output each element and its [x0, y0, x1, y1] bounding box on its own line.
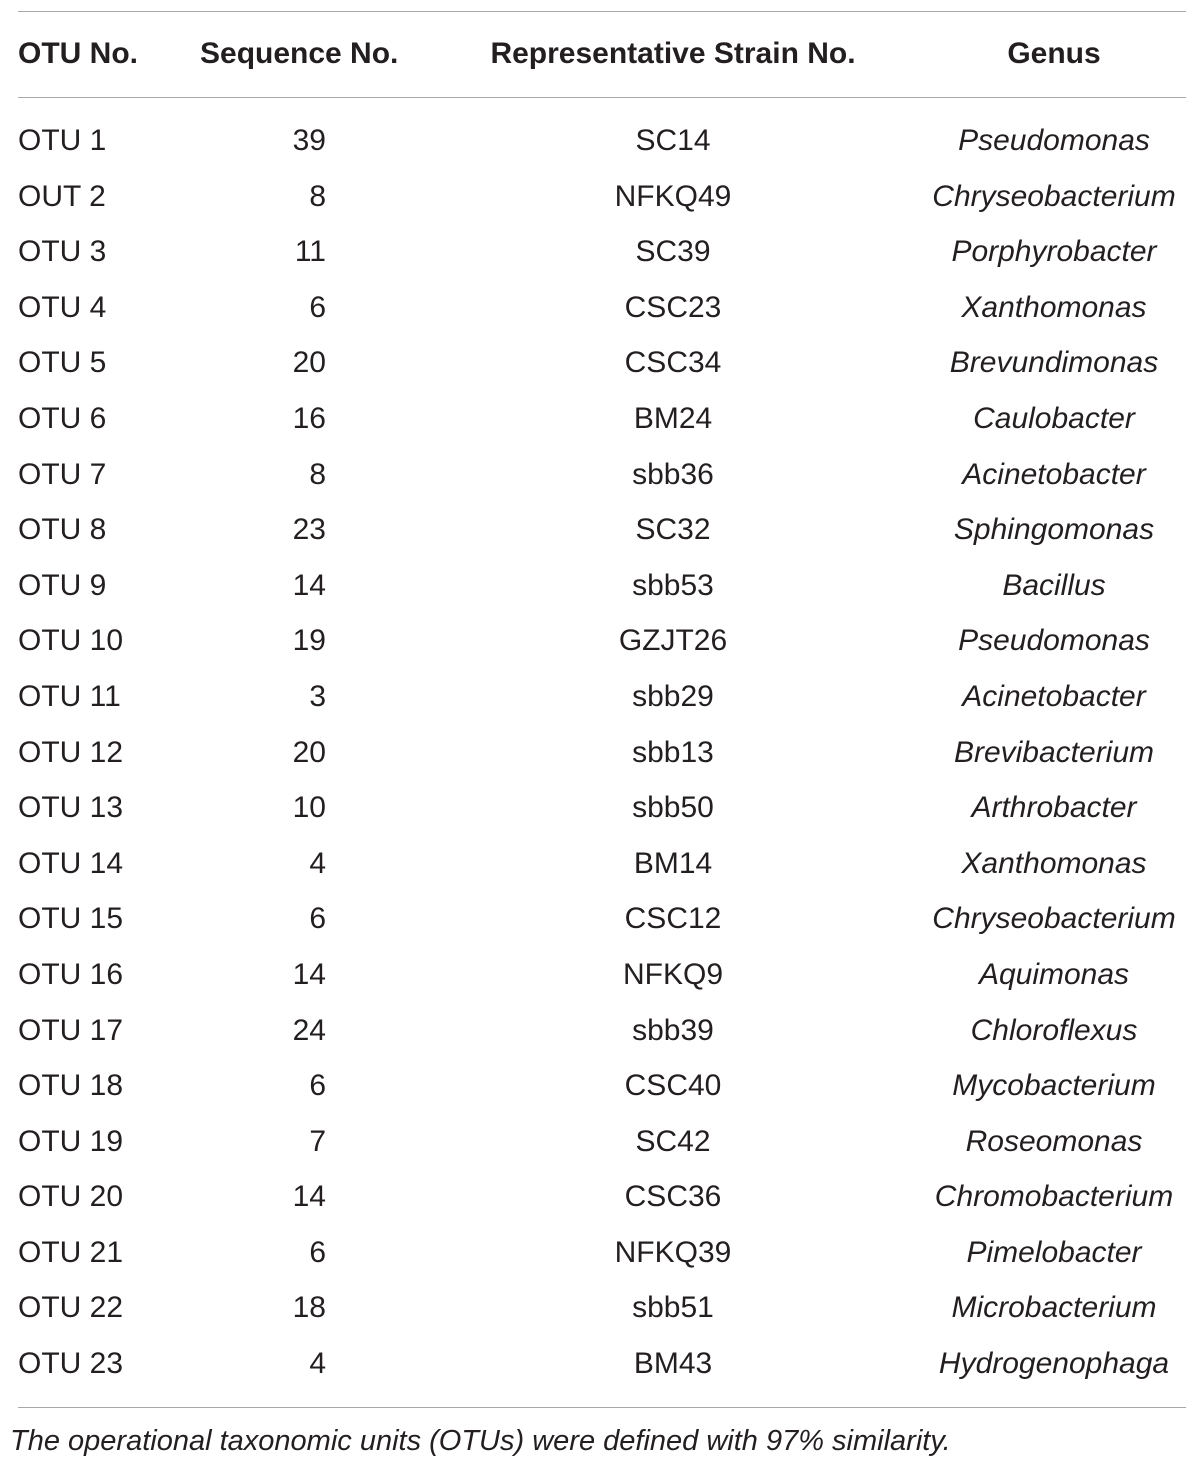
cell-otu-no: OTU 10 [18, 624, 124, 658]
cell-otu-no: OTU 21 [18, 1235, 124, 1269]
table-row [0, 725, 1200, 781]
cell-otu-no: OTU 9 [18, 568, 107, 602]
cell-sequence-no: 18 [292, 1291, 326, 1325]
cell-otu-no: OTU 19 [18, 1124, 124, 1158]
cell-otu-no: OTU 6 [18, 401, 107, 435]
cell-genus: Pimelobacter [966, 1235, 1142, 1269]
table-row [0, 558, 1200, 614]
table-row [0, 1225, 1200, 1281]
table-header-rule [18, 97, 1186, 98]
cell-genus: Acinetobacter [962, 457, 1146, 491]
cell-strain-no: CSC12 [624, 902, 722, 936]
table-row [0, 280, 1200, 336]
cell-strain-no: sbb53 [632, 568, 714, 602]
cell-sequence-no: 20 [292, 346, 326, 380]
cell-sequence-no: 14 [292, 957, 326, 991]
table-row [0, 224, 1200, 280]
cell-strain-no: sbb29 [632, 679, 714, 713]
cell-sequence-no: 24 [292, 1013, 326, 1047]
cell-otu-no: OTU 3 [18, 235, 107, 269]
cell-genus: Sphingomonas [953, 513, 1155, 547]
cell-sequence-no: 16 [292, 401, 326, 435]
table-bottom-rule [18, 1407, 1186, 1408]
cell-otu-no: OTU 22 [18, 1291, 124, 1325]
cell-genus: Xanthomonas [961, 846, 1147, 880]
cell-genus: Aquimonas [978, 957, 1130, 991]
cell-otu-no: OTU 20 [18, 1180, 124, 1214]
cell-strain-no: sbb36 [632, 457, 714, 491]
cell-strain-no: CSC36 [624, 1180, 722, 1214]
cell-genus: Chloroflexus [970, 1013, 1138, 1047]
cell-genus: Brevibacterium [953, 735, 1155, 769]
table-row [0, 1280, 1200, 1336]
cell-sequence-no: 10 [292, 791, 326, 825]
cell-otu-no: OTU 18 [18, 1069, 124, 1103]
cell-strain-no: sbb13 [632, 735, 714, 769]
cell-strain-no: SC42 [635, 1124, 711, 1158]
cell-genus: Roseomonas [965, 1124, 1143, 1158]
cell-strain-no: CSC40 [624, 1069, 722, 1103]
header-genus: Genus [1007, 37, 1101, 70]
table-row [0, 780, 1200, 836]
cell-genus: Xanthomonas [961, 290, 1147, 324]
cell-otu-no: OTU 7 [18, 457, 107, 491]
table-row [0, 669, 1200, 725]
cell-genus: Brevundimonas [949, 346, 1159, 380]
cell-otu-no: OTU 15 [18, 902, 124, 936]
cell-sequence-no: 14 [292, 568, 326, 602]
cell-genus: Pseudomonas [958, 624, 1150, 658]
cell-sequence-no: 23 [292, 513, 326, 547]
cell-otu-no: OTU 1 [18, 124, 107, 157]
table-row [0, 447, 1200, 503]
cell-otu-no: OTU 14 [18, 846, 124, 880]
cell-sequence-no: 14 [292, 1180, 326, 1214]
cell-sequence-no: 6 [309, 1235, 326, 1269]
cell-otu-no: OTU 8 [18, 513, 107, 547]
cell-genus: Microbacterium [951, 1291, 1157, 1325]
cell-strain-no: BM43 [633, 1347, 713, 1381]
table-row [0, 1003, 1200, 1059]
cell-strain-no: sbb51 [632, 1291, 714, 1325]
cell-genus: Arthrobacter [971, 791, 1137, 825]
cell-genus: Pseudomonas [958, 124, 1150, 157]
cell-sequence-no: 20 [292, 735, 326, 769]
cell-strain-no: CSC23 [624, 290, 722, 324]
cell-strain-no: sbb50 [632, 791, 714, 825]
table-row [0, 1058, 1200, 1114]
table-header [0, 11, 1200, 97]
cell-sequence-no: 6 [309, 902, 326, 936]
header-sequence-no: Sequence No. [200, 37, 399, 70]
header-representative-strain-no: Representative Strain No. [490, 37, 856, 70]
cell-strain-no: BM14 [633, 846, 713, 880]
table-row [0, 1336, 1200, 1392]
cell-sequence-no: 11 [294, 235, 326, 269]
cell-genus: Hydrogenophaga [938, 1347, 1170, 1381]
table-footnote: The operational taxonomic units (OTUs) were defined with 97% similarity. [10, 1425, 951, 1457]
table-row [0, 113, 1200, 169]
cell-strain-no: SC39 [635, 235, 711, 269]
cell-otu-no: OTU 13 [18, 791, 124, 825]
table-row [0, 1114, 1200, 1170]
cell-genus: Porphyrobacter [951, 235, 1157, 269]
cell-sequence-no: 4 [309, 1347, 326, 1381]
table-row [0, 502, 1200, 558]
cell-otu-no: OTU 11 [18, 679, 121, 713]
table-row [0, 169, 1200, 225]
cell-strain-no: BM24 [633, 401, 713, 435]
cell-otu-no: OUT 2 [18, 179, 106, 213]
cell-otu-no: OTU 17 [18, 1013, 124, 1047]
cell-strain-no: CSC34 [624, 346, 722, 380]
cell-genus: Caulobacter [973, 401, 1135, 435]
table-body [0, 113, 1200, 1392]
cell-strain-no: NFKQ9 [622, 957, 724, 991]
table-row [0, 613, 1200, 669]
cell-otu-no: OTU 4 [18, 290, 107, 324]
table-row [0, 836, 1200, 892]
cell-otu-no: OTU 16 [18, 957, 124, 991]
cell-strain-no: NFKQ49 [614, 179, 732, 213]
cell-genus: Chromobacterium [934, 1180, 1174, 1214]
cell-strain-no: sbb39 [632, 1013, 714, 1047]
cell-genus: Chryseobacterium [932, 902, 1176, 936]
cell-sequence-no: 6 [309, 290, 326, 324]
cell-strain-no: GZJT26 [618, 624, 728, 658]
table-row [0, 391, 1200, 447]
cell-sequence-no: 8 [309, 457, 326, 491]
table-row [0, 891, 1200, 947]
cell-genus: Bacillus [1002, 568, 1106, 602]
table-row [0, 335, 1200, 391]
cell-genus: Mycobacterium [952, 1069, 1156, 1103]
cell-strain-no: NFKQ39 [614, 1235, 732, 1269]
cell-strain-no: SC14 [635, 124, 711, 157]
header-otu-no: OTU No. [18, 37, 138, 70]
cell-otu-no: OTU 5 [18, 346, 107, 380]
cell-otu-no: OTU 12 [18, 735, 124, 769]
cell-genus: Chryseobacterium [932, 179, 1176, 213]
cell-strain-no: SC32 [635, 513, 711, 547]
cell-sequence-no: 7 [309, 1124, 326, 1158]
cell-otu-no: OTU 23 [18, 1347, 124, 1381]
cell-sequence-no: 3 [309, 679, 326, 713]
cell-sequence-no: 6 [309, 1069, 326, 1103]
cell-sequence-no: 39 [292, 124, 326, 157]
cell-sequence-no: 4 [309, 846, 326, 880]
table-row [0, 1169, 1200, 1225]
cell-sequence-no: 8 [309, 179, 326, 213]
cell-sequence-no: 19 [292, 624, 326, 658]
table-row [0, 947, 1200, 1003]
cell-genus: Acinetobacter [962, 679, 1146, 713]
